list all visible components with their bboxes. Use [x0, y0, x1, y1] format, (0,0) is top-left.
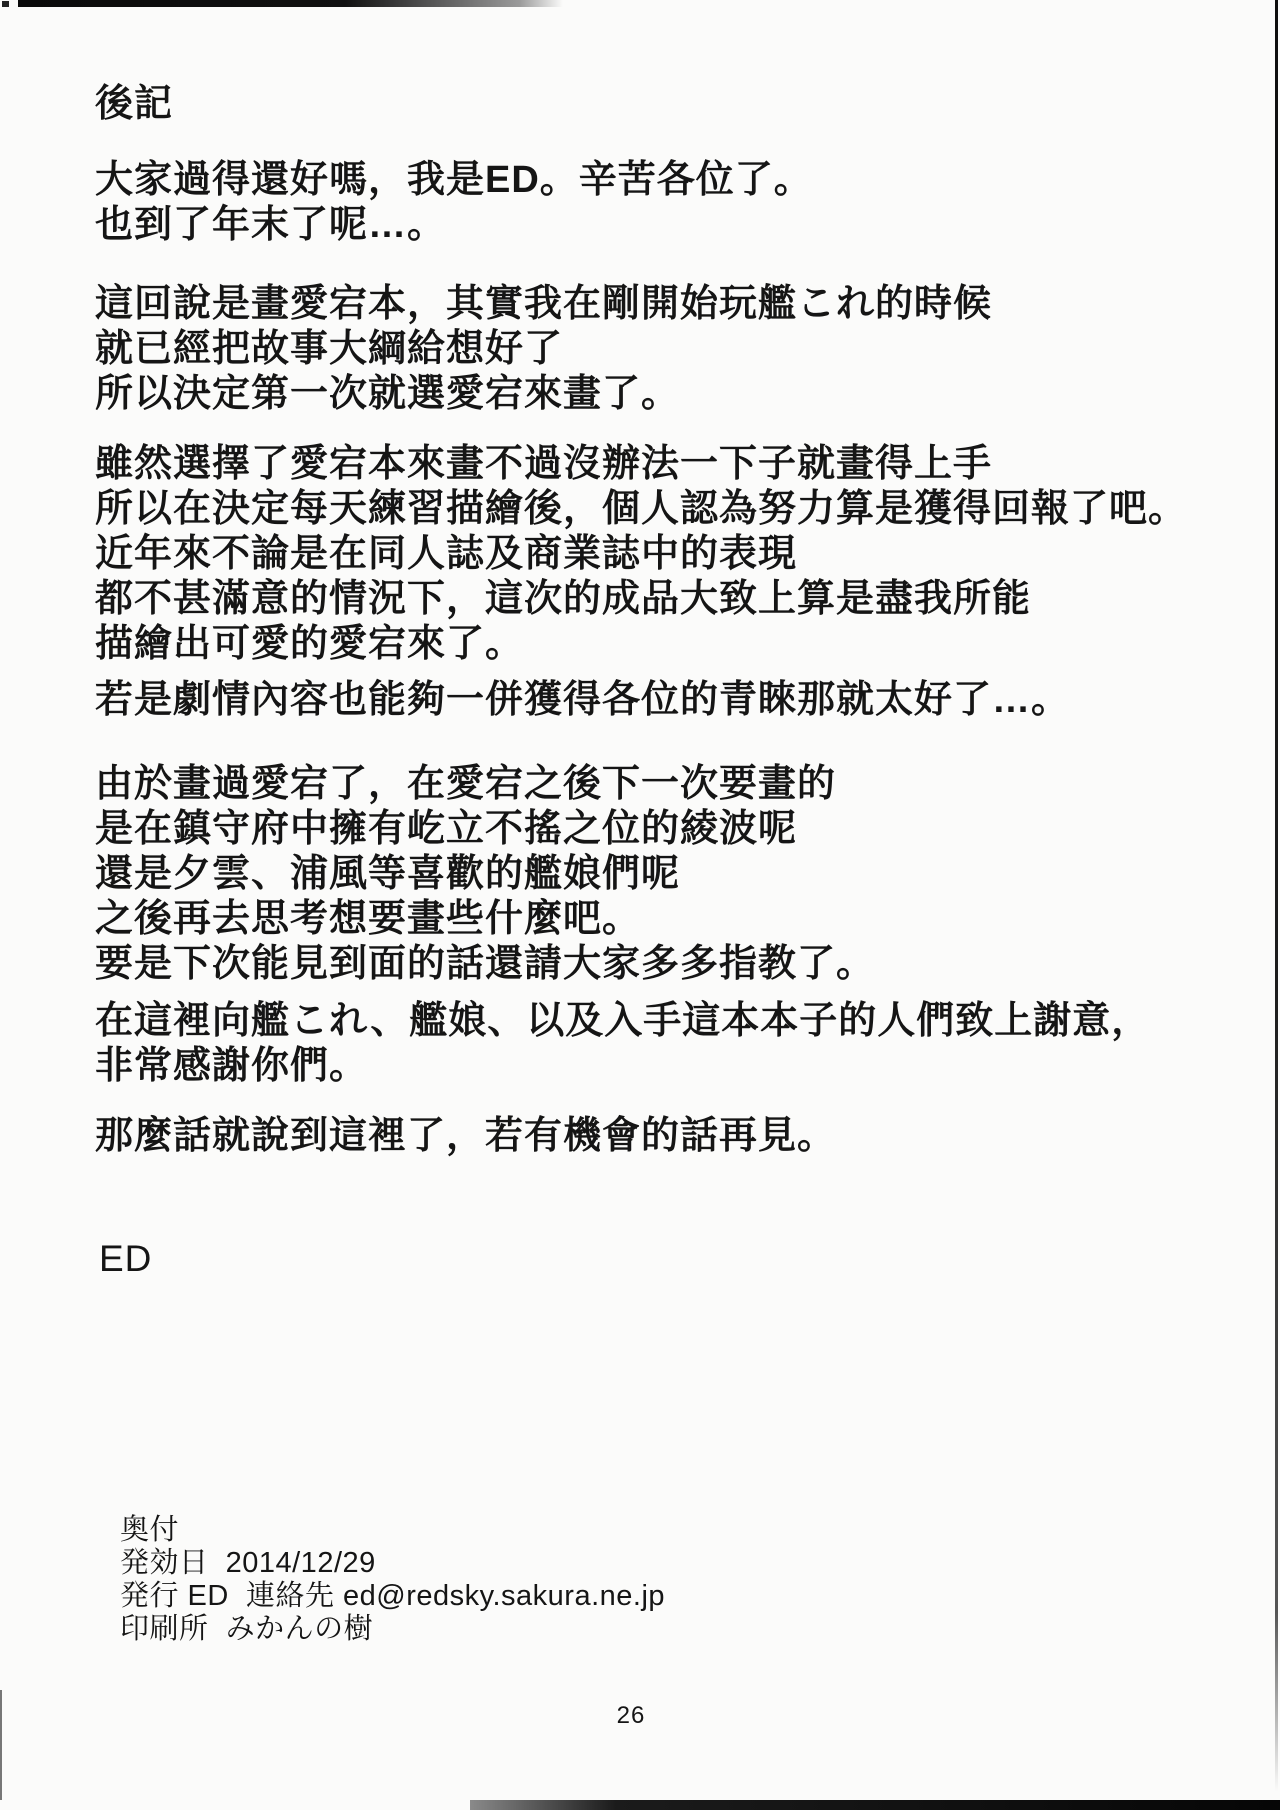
scan-artifact-top-dot: [2, 1, 9, 7]
author-signature: ED: [99, 1238, 153, 1279]
scan-artifact-bottom-bar: [470, 1800, 1280, 1810]
colophon-issue-date: 発効日 2014/12/29: [120, 1547, 376, 1579]
colophon-publisher-contact: 発行 ED 連絡先 ed@redsky.sakura.ne.jp: [120, 1580, 666, 1612]
text-line: 非常感謝你們。: [95, 1045, 369, 1087]
text-line: 那麼話就說到這裡了，若有機會的話再見。: [95, 1115, 837, 1157]
afterword-paragraph-thanks: [95, 999, 1150, 1089]
text-line: 所以決定第一次就選愛宕來畫了。: [95, 373, 681, 415]
scan-artifact-top-bar: [18, 0, 563, 7]
text-line: 雖然選擇了愛宕本來畫不過沒辦法一下子就畫得上手: [95, 443, 993, 485]
afterword-paragraph-next-plans: [95, 762, 875, 987]
text-line: 近年來不論是在同人誌及商業誌中的表現: [95, 533, 798, 575]
text-line: 是在鎮守府中擁有屹立不搖之位的綾波呢: [95, 808, 798, 850]
text-line: 就已經把故事大綱給想好了: [95, 328, 564, 370]
scan-artifact-right-edge: [1275, 0, 1278, 1792]
text-line: 描繪出可愛的愛宕來了。: [95, 623, 525, 665]
text-line: 這回說是畫愛宕本，其實我在剛開始玩艦これ的時候: [95, 283, 993, 325]
text-line: 在這裡向艦これ、艦娘、以及入手這本本子的人們致上謝意，: [95, 1000, 1151, 1042]
text-line: 大家過得還好嗎，我是ED。辛苦各位了。: [95, 159, 813, 201]
afterword-paragraph-story: [95, 678, 1070, 723]
text-line: 要是下次能見到面的話還請大家多多指教了。: [95, 943, 876, 985]
text-line: 由於畫過愛宕了，在愛宕之後下一次要畫的: [95, 763, 837, 805]
text-line: 所以在決定每天練習描繪後，個人認為努力算是獲得回報了吧。: [95, 488, 1188, 530]
afterword-paragraph-greeting: [95, 158, 813, 248]
colophon-heading: 奥付: [120, 1514, 180, 1546]
colophon: [120, 1514, 665, 1646]
text-line: 也到了年末了呢…。: [95, 204, 447, 246]
afterword-paragraph-farewell: [95, 1114, 836, 1159]
text-line: 還是夕雲、浦風等喜歡的艦娘們呢: [95, 853, 681, 895]
text-line: 都不甚滿意的情況下，這次的成品大致上算是盡我所能: [95, 578, 1032, 620]
text-line: 之後再去思考想要畫些什麼吧。: [95, 898, 642, 940]
afterword-paragraph-practice: [95, 442, 1187, 667]
page-number: 26: [616, 1702, 646, 1729]
text-line: 若是劇情內容也能夠一併獲得各位的青睞那就太好了…。: [95, 679, 1071, 721]
colophon-printer: 印刷所 みかんの樹: [120, 1613, 374, 1645]
page-title: 後記: [95, 83, 174, 125]
afterword-paragraph-concept: [95, 282, 992, 417]
